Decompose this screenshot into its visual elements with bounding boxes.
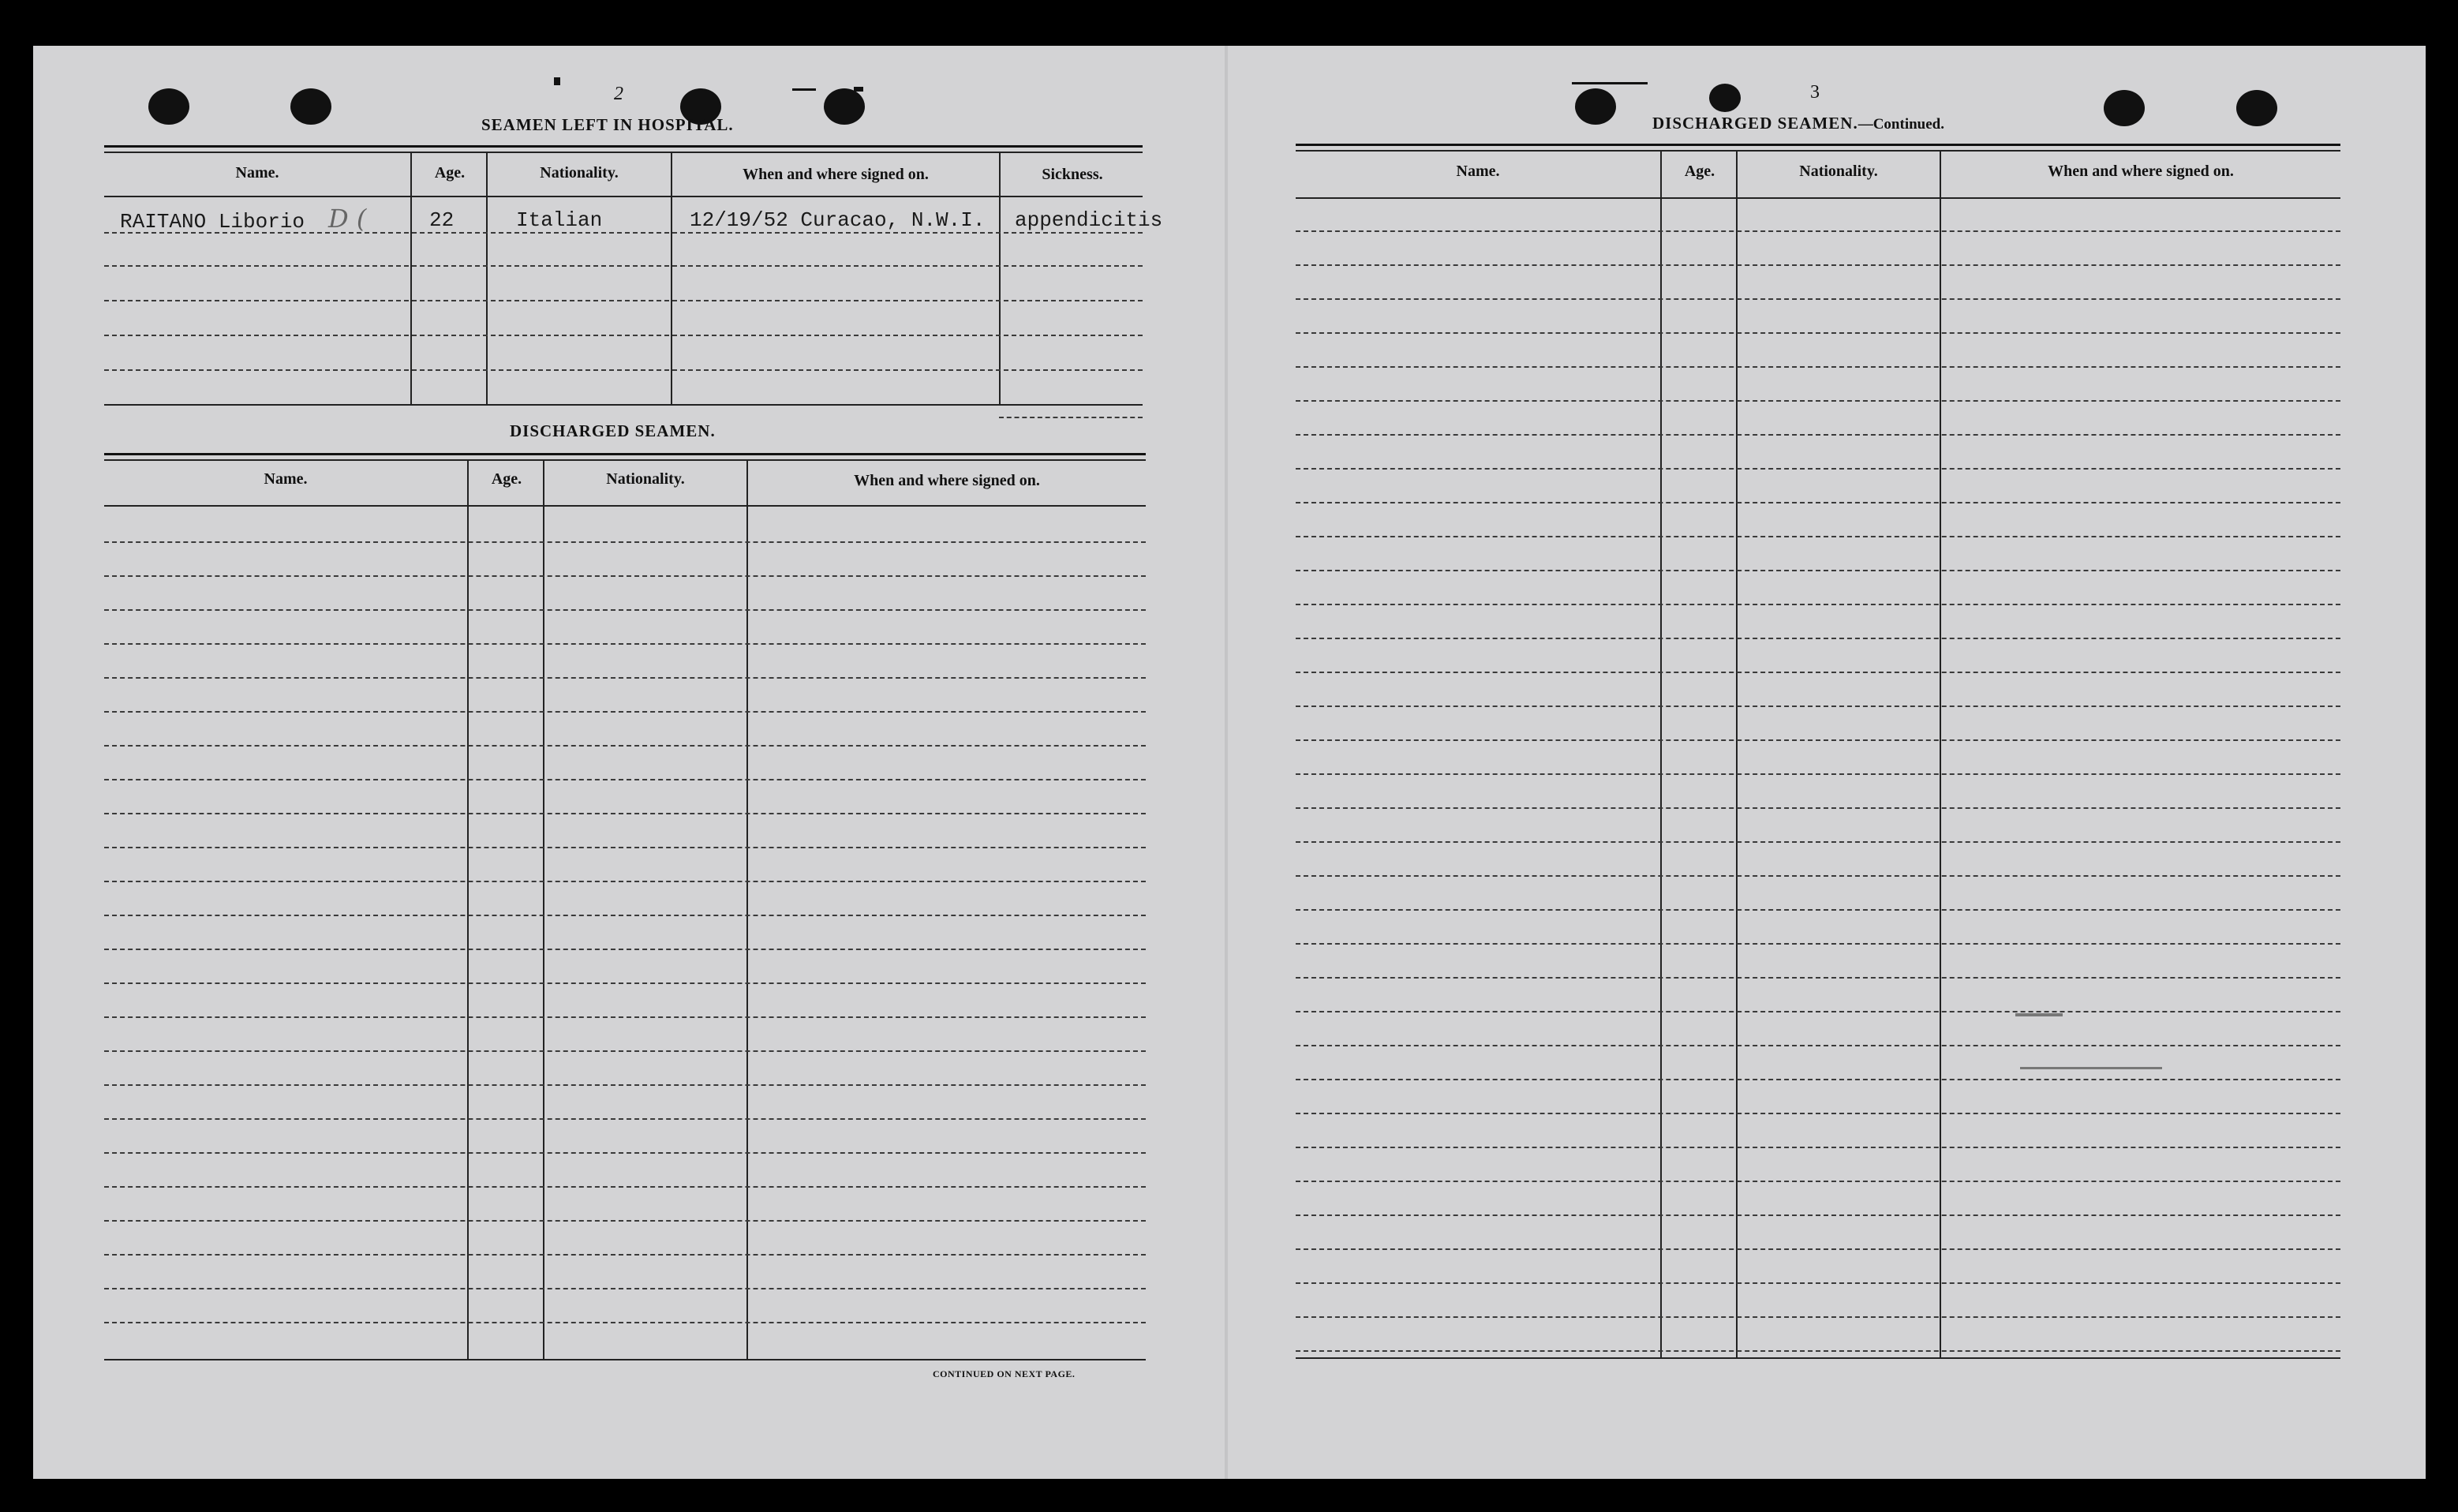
row-line: [104, 1288, 1146, 1289]
discharged-continued-title-main: DISCHARGED SEAMEN.: [1652, 114, 1858, 133]
column-header-age: Age.: [434, 164, 466, 182]
row-line: [1296, 943, 2340, 945]
punch-hole: [290, 88, 331, 125]
seaman-signed-on: 12/19/52 Curacao, N.W.I.: [690, 208, 986, 232]
row-line: [104, 1050, 1146, 1052]
row-line: [104, 369, 1143, 371]
row-line: [104, 813, 1146, 814]
row-line: [104, 711, 1146, 713]
row-line: [1296, 739, 2340, 741]
row-line: [999, 417, 1143, 418]
column-header-name: Name.: [264, 470, 308, 488]
row-line: [104, 335, 1143, 336]
seaman-sickness: appendicitis: [1015, 208, 1163, 232]
column-divider: [746, 461, 748, 1359]
row-line: [104, 847, 1146, 848]
row-line: [104, 300, 1143, 301]
rule: [104, 505, 1146, 507]
punch-hole: [824, 88, 865, 125]
row-line: [104, 949, 1146, 950]
rule: [104, 145, 1143, 148]
punch-hole: [1575, 88, 1616, 125]
punch-hole: [2104, 90, 2145, 126]
discharged-section-title: DISCHARGED SEAMEN.: [510, 421, 716, 440]
column-header-nationality: Nationality.: [606, 470, 685, 488]
row-line: [104, 232, 1143, 234]
column-divider: [486, 153, 488, 404]
page-fold: [1225, 46, 1228, 1479]
rule: [1296, 150, 2340, 152]
row-line: [104, 643, 1146, 645]
row-line: [1296, 230, 2340, 232]
column-divider: [543, 461, 544, 1359]
row-line: [1296, 332, 2340, 334]
row-line: [1296, 400, 2340, 402]
row-line: [104, 1322, 1146, 1323]
column-header-signed-on: When and where signed on.: [2048, 163, 2234, 180]
row-line: [1296, 773, 2340, 775]
row-line: [104, 265, 1143, 267]
rule: [104, 404, 1143, 406]
ink-speck: [792, 88, 816, 91]
rule: [1296, 197, 2340, 199]
discharged-continued-title: [1652, 114, 1944, 133]
row-line: [1296, 1079, 2340, 1080]
rule: [104, 1359, 1146, 1360]
rule: [1296, 144, 2340, 146]
page-number: 3: [1810, 82, 1820, 103]
discharged-continued-title-suffix: —Continued.: [1858, 116, 1944, 133]
row-line: [1296, 1113, 2340, 1114]
row-line: [1296, 604, 2340, 605]
row-line: [1296, 298, 2340, 300]
row-line: [104, 779, 1146, 780]
column-divider: [467, 461, 469, 1359]
handwritten-mark: D (: [328, 204, 367, 234]
pencil-mark: [2020, 1067, 2162, 1069]
column-divider: [671, 153, 672, 404]
row-line: [1296, 841, 2340, 843]
row-line: [1296, 468, 2340, 470]
row-line: [1296, 1181, 2340, 1182]
row-line: [1296, 1350, 2340, 1352]
column-header-signed-on: When and where signed on.: [854, 472, 1040, 489]
row-line: [1296, 1248, 2340, 1250]
ink-speck: [554, 77, 560, 85]
row-line: [1296, 264, 2340, 266]
row-line: [104, 1220, 1146, 1222]
rule: [1296, 1357, 2340, 1359]
row-line: [1296, 705, 2340, 707]
column-divider: [999, 153, 1001, 404]
column-divider: [410, 153, 412, 404]
manifest-sheet: [33, 46, 2426, 1479]
row-line: [1296, 1214, 2340, 1216]
seaman-age: 22: [429, 208, 455, 232]
rule: [104, 453, 1146, 455]
row-line: [1296, 1147, 2340, 1148]
page-number: 2: [614, 84, 623, 104]
row-line: [104, 1118, 1146, 1120]
rule: [104, 196, 1143, 197]
punch-hole: [148, 88, 189, 125]
continued-footer: CONTINUED ON NEXT PAGE.: [933, 1368, 1076, 1379]
row-line: [104, 541, 1146, 543]
row-line: [104, 982, 1146, 984]
row-line: [1296, 977, 2340, 979]
row-line: [1296, 1045, 2340, 1046]
row-line: [1296, 570, 2340, 571]
row-line: [104, 609, 1146, 611]
row-line: [1296, 1011, 2340, 1012]
row-line: [104, 881, 1146, 882]
row-line: [1296, 1316, 2340, 1318]
row-line: [1296, 536, 2340, 537]
rule: [104, 459, 1146, 461]
row-line: [1296, 672, 2340, 673]
ink-speck: [854, 87, 863, 92]
seaman-nationality: Italian: [516, 208, 603, 232]
row-line: [104, 1186, 1146, 1188]
column-header-signed-on: When and where signed on.: [743, 166, 929, 183]
column-header-name: Name.: [235, 164, 279, 182]
punch-hole: [1709, 84, 1741, 112]
row-line: [104, 575, 1146, 577]
row-line: [104, 677, 1146, 679]
row-line: [1296, 875, 2340, 877]
row-line: [1296, 807, 2340, 809]
column-header-nationality: Nationality.: [1799, 163, 1878, 180]
row-line: [1296, 366, 2340, 368]
column-header-sickness: Sickness.: [1042, 166, 1103, 183]
row-line: [104, 745, 1146, 747]
column-header-nationality: Nationality.: [540, 164, 619, 182]
row-line: [1296, 434, 2340, 436]
pencil-mark: [2015, 1013, 2063, 1016]
row-line: [104, 1152, 1146, 1154]
row-line: [104, 1084, 1146, 1086]
punch-hole: [2236, 90, 2277, 126]
row-line: [1296, 909, 2340, 911]
seaman-name: RAITANO Liborio: [120, 210, 305, 234]
column-header-name: Name.: [1456, 163, 1500, 180]
row-line: [104, 915, 1146, 916]
hospital-section-title: SEAMEN LEFT IN HOSPITAL.: [481, 115, 734, 134]
row-line: [1296, 502, 2340, 503]
ink-speck: [1572, 82, 1648, 84]
column-header-age: Age.: [491, 470, 522, 488]
row-line: [1296, 1282, 2340, 1284]
rule: [104, 152, 1143, 153]
row-line: [104, 1254, 1146, 1256]
column-header-age: Age.: [1684, 163, 1715, 180]
row-line: [104, 1016, 1146, 1018]
row-line: [1296, 638, 2340, 639]
